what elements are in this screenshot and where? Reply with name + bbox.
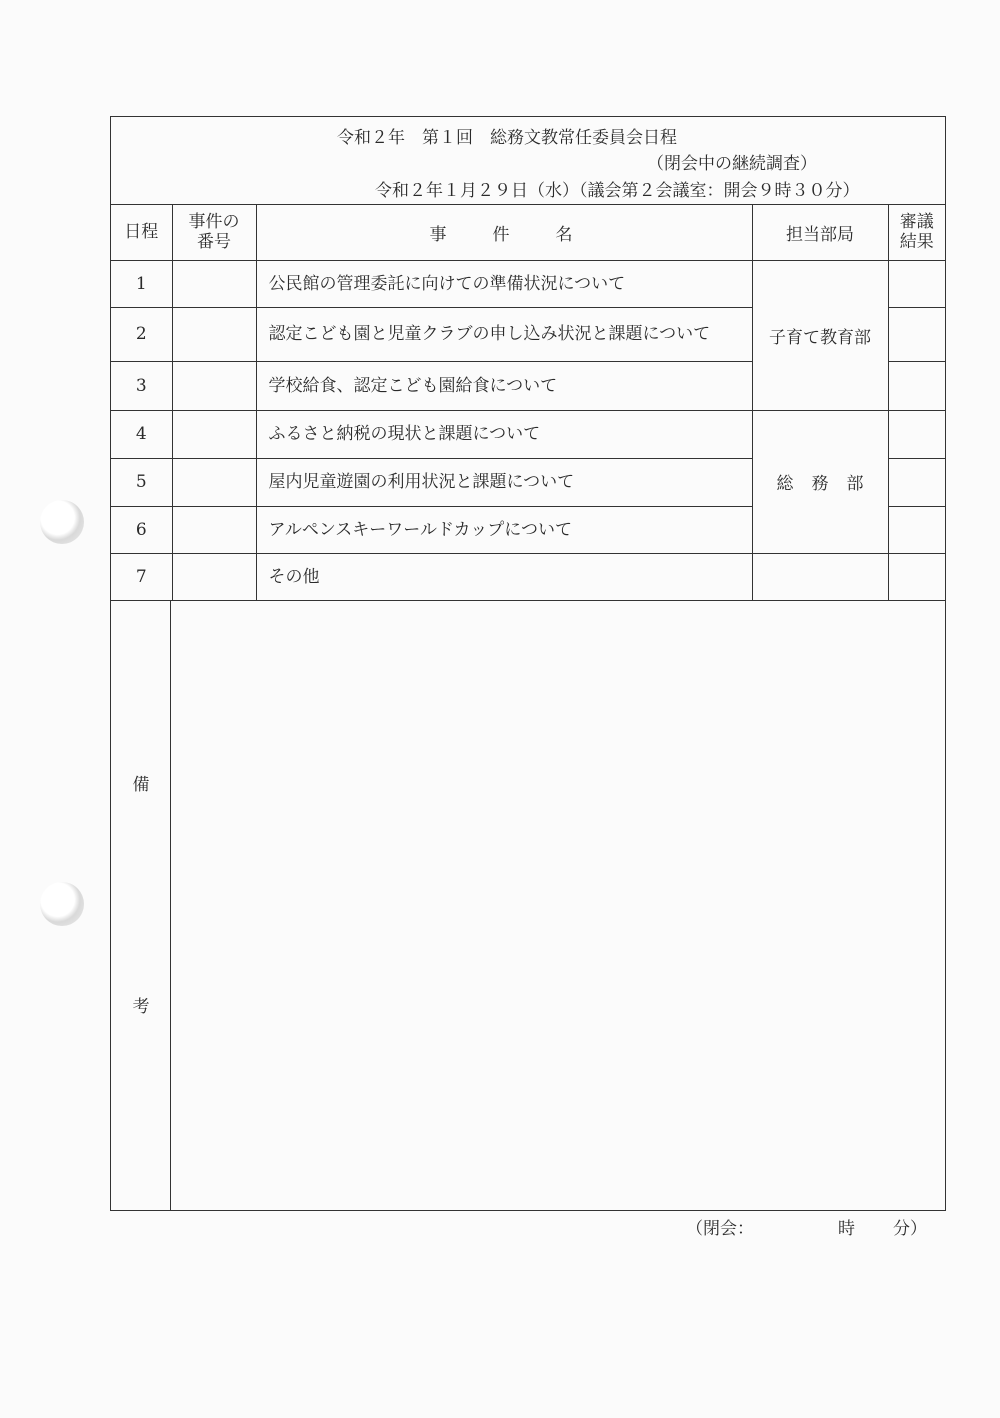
table-row <box>111 260 945 307</box>
dept-group-2: 総務部 <box>752 410 888 553</box>
row-case-no <box>172 361 256 410</box>
row-case-no <box>172 553 256 600</box>
punch-hole-bottom <box>40 882 84 926</box>
meeting-date-line: 令和２年１月２９日（水）（議会第２会議室：開会９時３０分） <box>375 181 860 201</box>
row-case-name: 屋内児童遊園の利用状況と課題について <box>256 458 752 506</box>
col-header-case-no-line2: 番号 <box>197 232 231 253</box>
row-case-no <box>172 458 256 506</box>
form-header <box>111 117 945 205</box>
notes-area <box>111 600 945 1210</box>
table-header-row <box>111 205 945 260</box>
row-case-no <box>172 260 256 307</box>
col-header-day: 日程 <box>111 205 172 260</box>
row-result <box>888 260 945 307</box>
closing-time <box>686 1214 927 1239</box>
row-result <box>888 506 945 553</box>
row-case-name: ふるさと納税の現状と課題について <box>256 410 752 458</box>
row-day: 4 <box>111 410 172 458</box>
row-result <box>888 410 945 458</box>
document-title: 令和２年 第１回 総務文教常任委員会日程 <box>337 128 677 148</box>
notes-label-char-1: 備 <box>132 775 150 795</box>
notes-label-column <box>111 600 171 1210</box>
row-case-name: アルペンスキーワールドカップについて <box>256 506 752 553</box>
col-header-dept: 担当部局 <box>752 205 888 260</box>
row-day: 3 <box>111 361 172 410</box>
schedule-table <box>111 205 945 601</box>
document-subtitle: （閉会中の継続調査） <box>647 154 817 174</box>
row-dept <box>752 553 888 600</box>
row-case-no <box>172 506 256 553</box>
row-result <box>888 307 945 361</box>
row-day: 5 <box>111 458 172 506</box>
dept-group-1: 子育て教育部 <box>752 260 888 410</box>
row-day: 7 <box>111 553 172 600</box>
row-case-name: 学校給食、認定こども園給食について <box>256 361 752 410</box>
row-day: 6 <box>111 506 172 553</box>
closing-label: （閉会： <box>686 1219 754 1239</box>
col-header-result-line2: 結果 <box>899 232 934 253</box>
row-day: 2 <box>111 307 172 361</box>
col-header-result-line1: 審議 <box>899 212 934 233</box>
punch-hole-top <box>40 500 84 544</box>
row-day: 1 <box>111 260 172 307</box>
row-case-name: その他 <box>256 553 752 600</box>
row-case-no <box>172 307 256 361</box>
closing-hour-unit: 時 <box>838 1219 855 1239</box>
schedule-form <box>110 116 946 1211</box>
closing-minute-unit: 分） <box>893 1219 927 1239</box>
table-row <box>111 553 945 600</box>
col-header-case-no <box>172 205 256 260</box>
row-case-name: 公民館の管理委託に向けての準備状況について <box>256 260 752 307</box>
row-case-name: 認定こども園と児童クラブの申し込み状況と課題について <box>256 307 752 361</box>
table-row <box>111 410 945 458</box>
col-header-case-no-line1: 事件の <box>188 212 240 233</box>
col-header-case-name: 事件名 <box>256 205 752 260</box>
col-header-result <box>888 205 945 260</box>
row-result <box>888 361 945 410</box>
row-result <box>888 458 945 506</box>
notes-label-char-2: 考 <box>132 997 150 1017</box>
row-result <box>888 553 945 600</box>
row-case-no <box>172 410 256 458</box>
